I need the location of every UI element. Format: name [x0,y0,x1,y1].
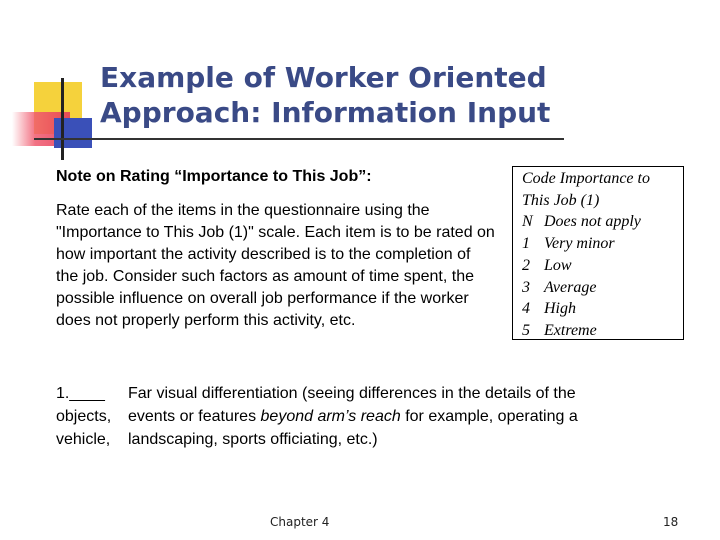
scale-row [522,277,683,299]
scale-code: 2 [522,256,530,274]
item-text-line-2b: for example, operating a [400,408,578,425]
scale-label: High [544,300,576,318]
item-emphasis: beyond arm’s reach [260,408,401,425]
scale-row [522,233,683,255]
item-text-line-2 [128,405,676,428]
scale-row [522,255,683,277]
scale-code: 5 [522,321,530,339]
slide-title-line-2: Approach: Information Input [100,96,551,129]
scale-code: 3 [522,278,530,296]
scale-label: Does not apply [544,213,641,231]
questionnaire-item [56,382,676,451]
decorative-blue-block [54,118,92,148]
item-line-1 [56,382,676,405]
scale-row [522,298,683,320]
scale-row [522,320,683,342]
scale-code: N [522,213,533,231]
footer-page-number: 18 [663,515,679,529]
scale-code: 1 [522,235,530,253]
item-text-line-1: Far visual differentiation (seeing differences in the details of the [128,385,576,402]
item-text-col1-line-3: vehicle, [56,431,111,448]
scale-header-line-2: This Job (1) [522,191,600,209]
importance-scale-box [512,166,684,340]
title-underline-rule [34,138,564,140]
note-heading: Note on Rating “Importance to This Job”: [56,168,372,185]
scale-row [522,211,683,233]
scale-header-line-1: Code Importance to [522,170,650,187]
scale-label: Very minor [544,235,615,253]
item-text-col1-line-2: objects, [56,408,112,425]
item-line-2 [56,405,676,428]
item-text-line-2a: events or features [128,408,261,425]
scale-label: Extreme [544,321,597,339]
scale-code: 4 [522,300,530,318]
scale-label: Average [544,278,597,296]
slide-title-line-1: Example of Worker Oriented [100,61,547,94]
slide-title [100,60,660,130]
item-text-line-3: landscaping, sports officiating, etc.) [128,431,378,448]
scale-label: Low [544,256,572,274]
rating-instructions: Rate each of the items in the questionnaire using the "Importance to This Job (1)" scale. Each item is to be rated on how important the activity described is to the completion of the job. Consider such factors as amount of time spent, the possible influence on overall job performance if the worker does not properly perform this activity, etc. [56,202,495,329]
footer-chapter: Chapter 4 [270,515,330,529]
item-line-3 [56,428,676,451]
item-number-blank: 1.____ [56,385,105,402]
decorative-vertical-rule [61,78,64,160]
